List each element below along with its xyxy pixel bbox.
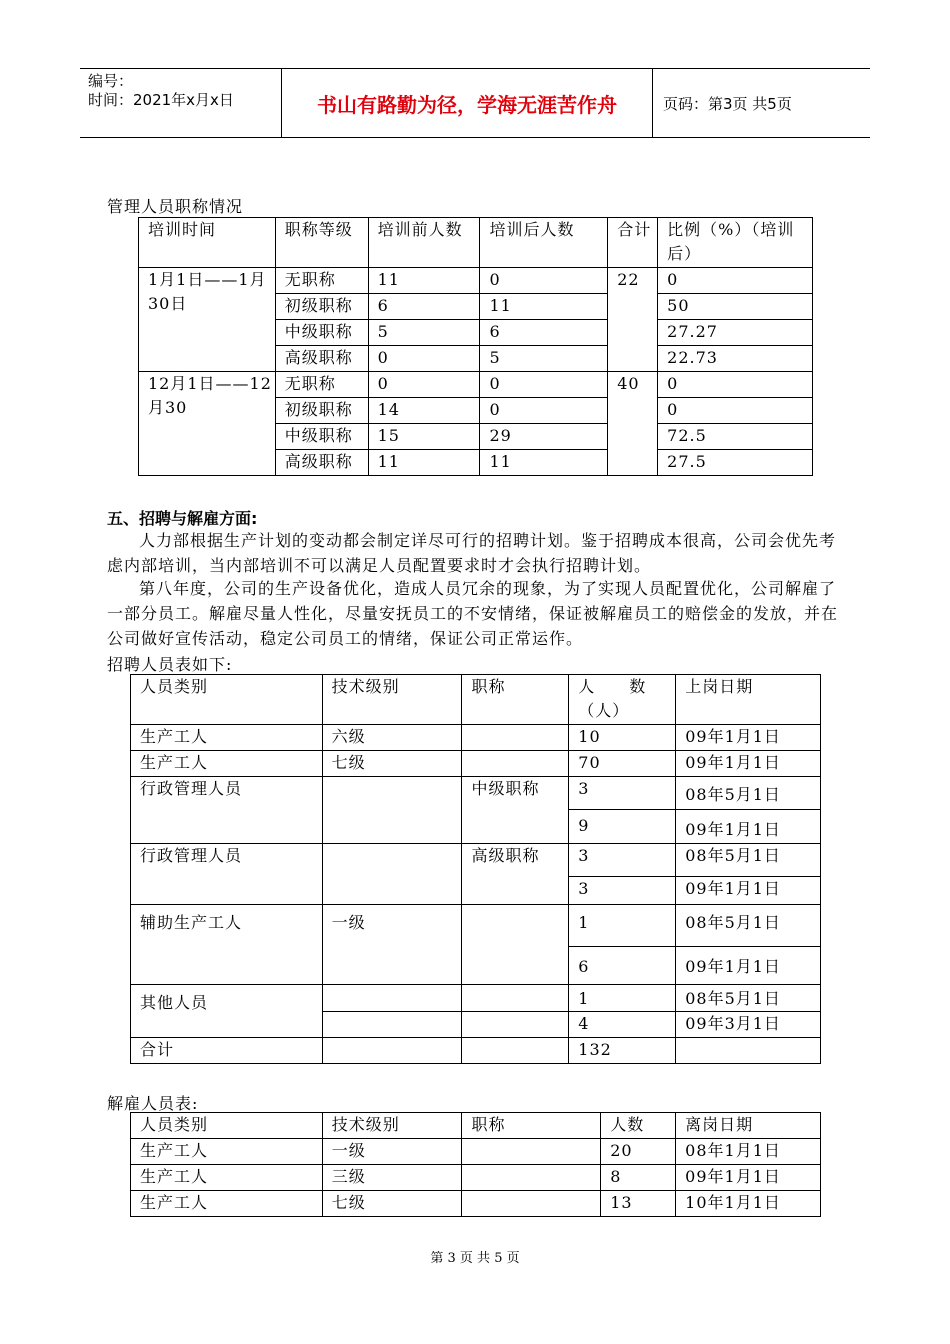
title-cell: [462, 1038, 569, 1064]
after-cell: 29: [480, 424, 608, 450]
category-cell: 行政管理人员: [131, 777, 323, 844]
header-cell: 人员类别: [131, 675, 323, 725]
title-cell: [462, 725, 569, 751]
tech-cell: 六级: [322, 725, 462, 751]
header-cell: 职称: [462, 675, 569, 725]
table-header-row: [131, 675, 821, 725]
table-row: [131, 844, 821, 877]
before-cell: 15: [368, 424, 480, 450]
ratio-cell: 72.5: [658, 424, 813, 450]
table-row: [131, 1191, 821, 1217]
level-cell: 无职称: [275, 372, 368, 398]
title-cell: [462, 751, 569, 777]
date-cell: 09年1月1日: [676, 751, 821, 777]
header-cell: 人数: [601, 1113, 676, 1139]
table-row: [131, 1038, 821, 1064]
header-cell: 合计: [608, 218, 658, 268]
count-cell: 3: [569, 877, 676, 905]
before-cell: 6: [368, 294, 480, 320]
count-cell: 3: [569, 777, 676, 810]
level-cell: 无职称: [275, 268, 368, 294]
header-cell: 培训前人数: [368, 218, 480, 268]
table-row: [131, 905, 821, 947]
ratio-cell: 0: [658, 372, 813, 398]
before-cell: 5: [368, 320, 480, 346]
date-cell: 08年5月1日: [676, 905, 821, 947]
before-cell: 11: [368, 450, 480, 476]
category-cell: 其他人员: [131, 985, 323, 1038]
category-cell: 行政管理人员: [131, 844, 323, 905]
count-cell: 6: [569, 947, 676, 985]
level-cell: 初级职称: [275, 294, 368, 320]
tech-cell: 一级: [322, 1139, 462, 1165]
before-cell: 11: [368, 268, 480, 294]
title-training-table: [138, 217, 813, 476]
time-label: 时间：2021年x月x日: [88, 91, 234, 109]
header-cell: 职称: [462, 1113, 601, 1139]
title-cell: 高级职称: [462, 844, 569, 905]
tech-cell: [322, 985, 462, 1012]
header-cell: 技术级别: [322, 675, 462, 725]
tech-cell: [322, 1012, 462, 1038]
title-cell: [462, 905, 569, 985]
tech-cell: [322, 844, 462, 905]
table-row: [139, 268, 813, 294]
header-cell: 培训后人数: [480, 218, 608, 268]
period-cell: 12月1日——12月30: [139, 372, 276, 476]
date-cell: 09年1月1日: [676, 725, 821, 751]
title-cell: [462, 1191, 601, 1217]
paragraph: 第八年度，公司的生产设备优化，造成人员冗余的现象，为了实现人员配置优化，公司解雇了一部分员工。解雇尽量人性化，尽量安抚员工的不安情绪，保证被解雇员工的赔偿金的发放，并在公司做好宣传活动，稳定公司员工的情绪，保证公司正常运作。: [107, 579, 839, 648]
total-count-cell: 132: [569, 1038, 676, 1064]
count-cell: 20: [601, 1139, 676, 1165]
table-row: [131, 1139, 821, 1165]
ratio-cell: 0: [658, 398, 813, 424]
date-cell: 08年5月1日: [676, 985, 821, 1012]
header-cell: 人 数（人）: [569, 675, 676, 725]
count-cell: 9: [569, 810, 676, 844]
table-row: [131, 777, 821, 810]
tech-cell: [322, 1038, 462, 1064]
count-cell: 8: [601, 1165, 676, 1191]
after-cell: 11: [480, 294, 608, 320]
page-header: [80, 68, 870, 138]
after-cell: 0: [480, 268, 608, 294]
title-cell: [462, 985, 569, 1012]
title-cell: [462, 1165, 601, 1191]
recruit-caption: 招聘人员表如下:: [107, 655, 233, 674]
date-cell: 08年5月1日: [676, 844, 821, 877]
tech-cell: 七级: [322, 1191, 462, 1217]
ratio-cell: 22.73: [658, 346, 813, 372]
level-cell: 中级职称: [275, 424, 368, 450]
count-cell: 4: [569, 1012, 676, 1038]
table-row: [139, 372, 813, 398]
date-cell: 09年1月1日: [676, 947, 821, 985]
title-cell: 中级职称: [462, 777, 569, 844]
header-cell: 上岗日期: [676, 675, 821, 725]
recruit-table: [130, 674, 821, 1064]
before-cell: 0: [368, 372, 480, 398]
level-cell: 高级职称: [275, 346, 368, 372]
table-header-row: [131, 1113, 821, 1139]
count-cell: 70: [569, 751, 676, 777]
title-cell: [462, 1139, 601, 1165]
count-cell: 10: [569, 725, 676, 751]
table-header-row: [139, 218, 813, 268]
total-label-cell: 合计: [131, 1038, 323, 1064]
count-cell: 1: [569, 985, 676, 1012]
category-cell: 生产工人: [131, 1191, 323, 1217]
after-cell: 0: [480, 372, 608, 398]
header-cell: 比例（%）（培训后）: [658, 218, 813, 268]
header-left: [80, 69, 280, 137]
motto: 书山有路勤为径，学海无涯苦作舟: [281, 69, 653, 137]
date-cell: 09年1月1日: [676, 810, 821, 844]
category-cell: 生产工人: [131, 751, 323, 777]
header-cell: 职称等级: [275, 218, 368, 268]
count-cell: 13: [601, 1191, 676, 1217]
ratio-cell: 50: [658, 294, 813, 320]
date-cell: [676, 1038, 821, 1064]
ratio-cell: 0: [658, 268, 813, 294]
tech-cell: 一级: [322, 905, 462, 985]
section-title: 五、招聘与解雇方面:: [107, 509, 258, 528]
date-cell: 09年3月1日: [676, 1012, 821, 1038]
date-cell: 09年1月1日: [676, 877, 821, 905]
category-cell: 生产工人: [131, 1139, 323, 1165]
level-cell: 初级职称: [275, 398, 368, 424]
table-row: [131, 751, 821, 777]
table1-caption: 管理人员职称情况: [107, 197, 244, 216]
before-cell: 14: [368, 398, 480, 424]
category-cell: 生产工人: [131, 1165, 323, 1191]
after-cell: 6: [480, 320, 608, 346]
after-cell: 11: [480, 450, 608, 476]
ratio-cell: 27.5: [658, 450, 813, 476]
table-row: [131, 985, 821, 1012]
after-cell: 5: [480, 346, 608, 372]
after-cell: 0: [480, 398, 608, 424]
category-cell: 辅助生产工人: [131, 905, 323, 985]
count-cell: 3: [569, 844, 676, 877]
table-row: [131, 1165, 821, 1191]
page-info: 页码：第3页 共5页: [663, 94, 792, 113]
header-cell: 人员类别: [131, 1113, 323, 1139]
paragraph: 人力部根据生产计划的变动都会制定详尽可行的招聘计划。鉴于招聘成本很高，公司会优先考虑内部培训，当内部培训不可以满足人员配置要求时才会执行招聘计划。: [107, 531, 837, 575]
before-cell: 0: [368, 346, 480, 372]
tech-cell: 七级: [322, 751, 462, 777]
title-cell: [462, 1012, 569, 1038]
level-cell: 中级职称: [275, 320, 368, 346]
dismiss-caption: 解雇人员表:: [107, 1094, 199, 1113]
date-cell: 10年1月1日: [676, 1191, 821, 1217]
header-cell: 技术级别: [322, 1113, 462, 1139]
total-cell: 22: [608, 268, 658, 372]
header-cell: 培训时间: [139, 218, 276, 268]
date-cell: 08年5月1日: [676, 777, 821, 810]
dismiss-table: [130, 1112, 821, 1217]
total-cell: 40: [608, 372, 658, 476]
date-cell: 08年1月1日: [676, 1139, 821, 1165]
date-cell: 09年1月1日: [676, 1165, 821, 1191]
header-cell: 离岗日期: [676, 1113, 821, 1139]
count-cell: 1: [569, 905, 676, 947]
category-cell: 生产工人: [131, 725, 323, 751]
tech-cell: [322, 777, 462, 844]
table-row: [131, 725, 821, 751]
period-cell: 1月1日——1月30日: [139, 268, 276, 372]
tech-cell: 三级: [322, 1165, 462, 1191]
level-cell: 高级职称: [275, 450, 368, 476]
page-footer: 第 3 页 共 5 页: [430, 1251, 520, 1266]
ratio-cell: 27.27: [658, 320, 813, 346]
number-label: 编号：: [88, 72, 134, 90]
